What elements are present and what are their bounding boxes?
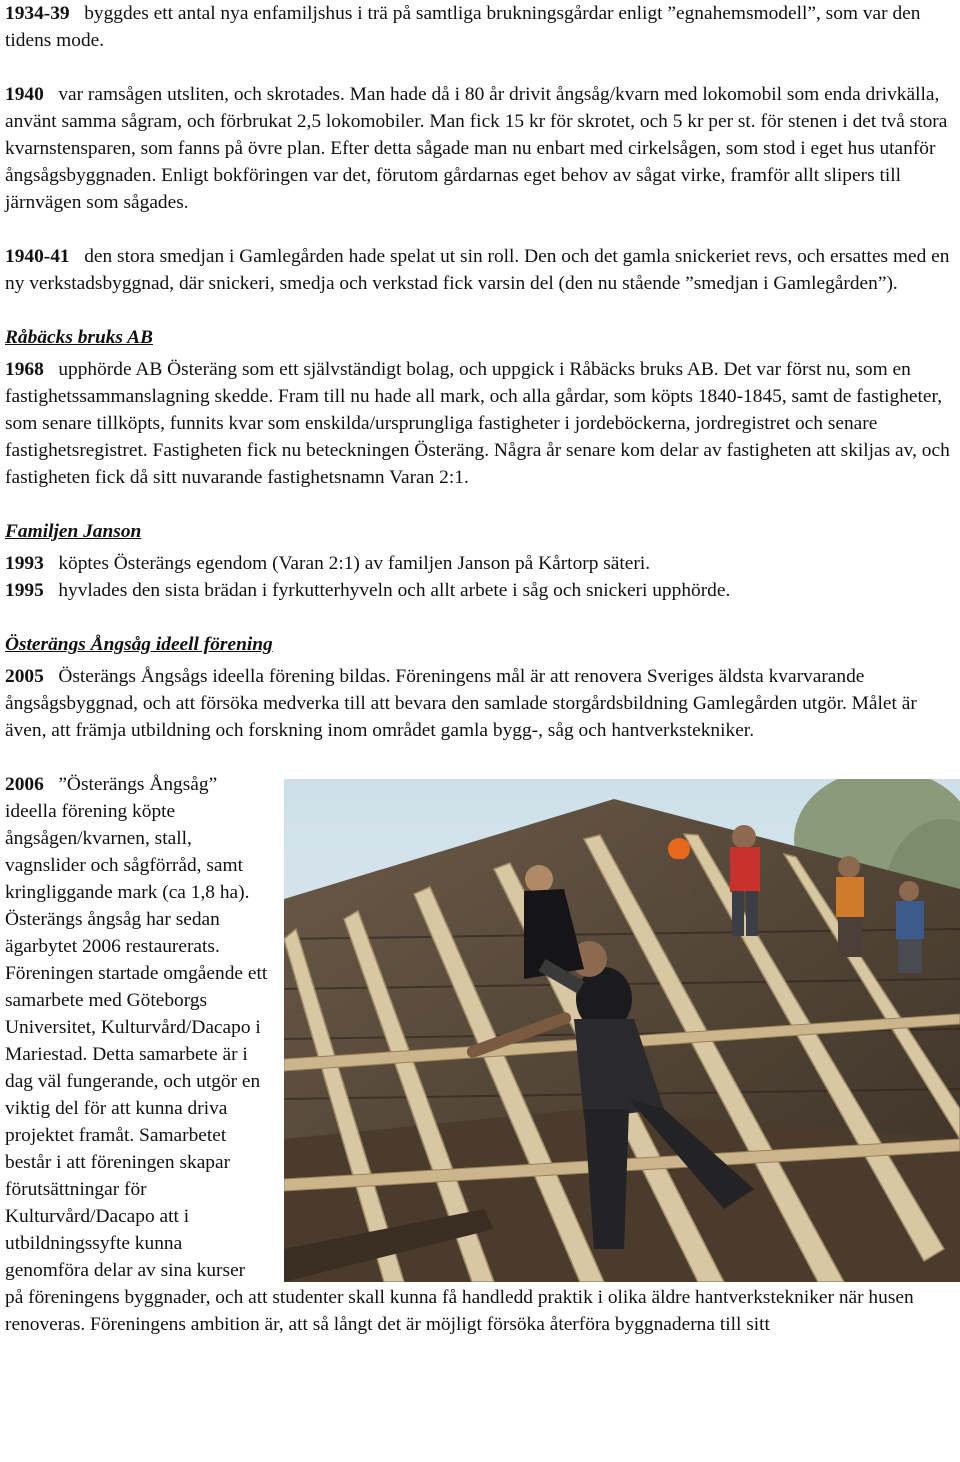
- entry-text: den stora smedjan i Gamlegården hade spelat ut sin roll. Den och det gamla snickeriet revs, och ersattes med en ny verkstadsbyggnad, där snickeri, smedja och verkstad fick varsin del (den nu stående ”smedjan i Gamlegården”).: [5, 246, 950, 294]
- roof-photo-illustration: [284, 779, 960, 1282]
- entry-text: Österängs Ångsågs ideella förening bildas. Föreningens mål är att renovera Sveriges äldsta kvarvarande ångsågsbyggnad, och att försöka medverka till att bevara den samlade storgårdsbildning Gamlegården utgör. Målet är även, att främja utbildning och forskning inom området gamla bygg-, såg och hantverkstekniker.: [5, 666, 917, 741]
- heading-forening: Österängs Ångsåg ideell förening: [5, 634, 273, 655]
- entry-year: 1993: [5, 553, 44, 574]
- entry-text: byggdes ett antal nya enfamiljshus i trä på samtliga brukningsgårdar enligt ”egnahemsmodell”, som var den tidens mode.: [5, 3, 921, 51]
- entry-year: 1940: [5, 84, 44, 105]
- entry-year: 1940-41: [5, 246, 70, 267]
- entry-text: upphörde AB Österäng som ett självständigt bolag, och uppgick i Råbäcks bruks AB. Det var först nu, som en fastighetssammanslagning skedde. Fram till nu hade all mark, och alla gårdar, som köpts 1840-1845, samt de fastigheter, som senare tillköpts, funnits kvar som enskilda/ursprungliga fastigheter i jordeböckerna, jordregistret och senare fastighetsregistret. Fastigheten fick nu beteckningen Österäng. Några år senare kom delar av fastigheten att skiljas av, och fastigheten fick då sitt nuvarande fastighetsnamn Varan 2:1.: [5, 359, 950, 488]
- document-page: [5, 0, 957, 1338]
- entry-text: ”Österängs Ångsåg” ideella förening köpte ångsågen/kvarnen, stall, vagnslider och sågförråd, samt kringliggande mark (ca 1,8 ha). Österängs ångsåg har sedan ägarbytet 2006 restaurerats. Föreningen startade omgående ett samarbete med Göteborgs Universitet, Kulturvård/Dacapo i Mariestad. Detta samarbete är i dag väl fungerande, och utgör en viktig del för att kunna driva projektet framåt. Samarbetet består i att föreningen skapar förutsättningar för Kulturvård/Dacapo att i utbildningssyfte kunna genomföra delar av sina kurser på föreningens byggnader, och att studenter skall kunna få handledd praktik i olika äldre hantverkstekniker när husen renoveras. Föreningens ambition är, att så långt det är möjligt försöka återföra byggnaderna till sitt: [5, 774, 914, 1335]
- entry-year: 2006: [5, 774, 44, 795]
- entry-year: 2005: [5, 666, 44, 687]
- entry-1995: [5, 577, 957, 604]
- entry-year: 1934-39: [5, 3, 70, 24]
- roof-renovation-photo-icon: [284, 779, 960, 1282]
- entry-1940-41: [5, 243, 957, 297]
- entry-text: var ramsågen utsliten, och skrotades. Man hade då i 80 år drivit ångsåg/kvarn med lokomobil som enda drivkälla, använt samma sågram, och förbrukat 2,5 lokomobiler. Man fick 15 kr för skrotet, och 5 kr per st. för stenen i det två stora kvarnstensparen, som fanns på övre plan. Efter detta sågade man nu enbart med cirkelsågen, som stod i eget hus utanför ångsågsbyggnaden. Enligt bokföringen var det, förutom gårdarnas eget behov av sågat virke, framför allt slipers till järnvägen som sågades.: [5, 84, 948, 213]
- entry-text: köptes Österängs egendom (Varan 2:1) av familjen Janson på Kårtorp säteri.: [58, 553, 651, 574]
- entry-2005: [5, 663, 957, 744]
- entry-1934-39: [5, 0, 957, 54]
- entry-1940: [5, 81, 957, 216]
- entry-year: 1968: [5, 359, 44, 380]
- entry-text: hyvlades den sista brädan i fyrkutterhyveln och allt arbete i såg och snickeri upphörde.: [58, 580, 731, 601]
- entry-1968: [5, 356, 957, 491]
- heading-familjen-janson: Familjen Janson: [5, 521, 142, 542]
- entry-year: 1995: [5, 580, 44, 601]
- section-2006: [5, 771, 957, 1338]
- entry-1993: [5, 550, 957, 577]
- heading-rabacks-bruks: Råbäcks bruks AB: [5, 327, 153, 348]
